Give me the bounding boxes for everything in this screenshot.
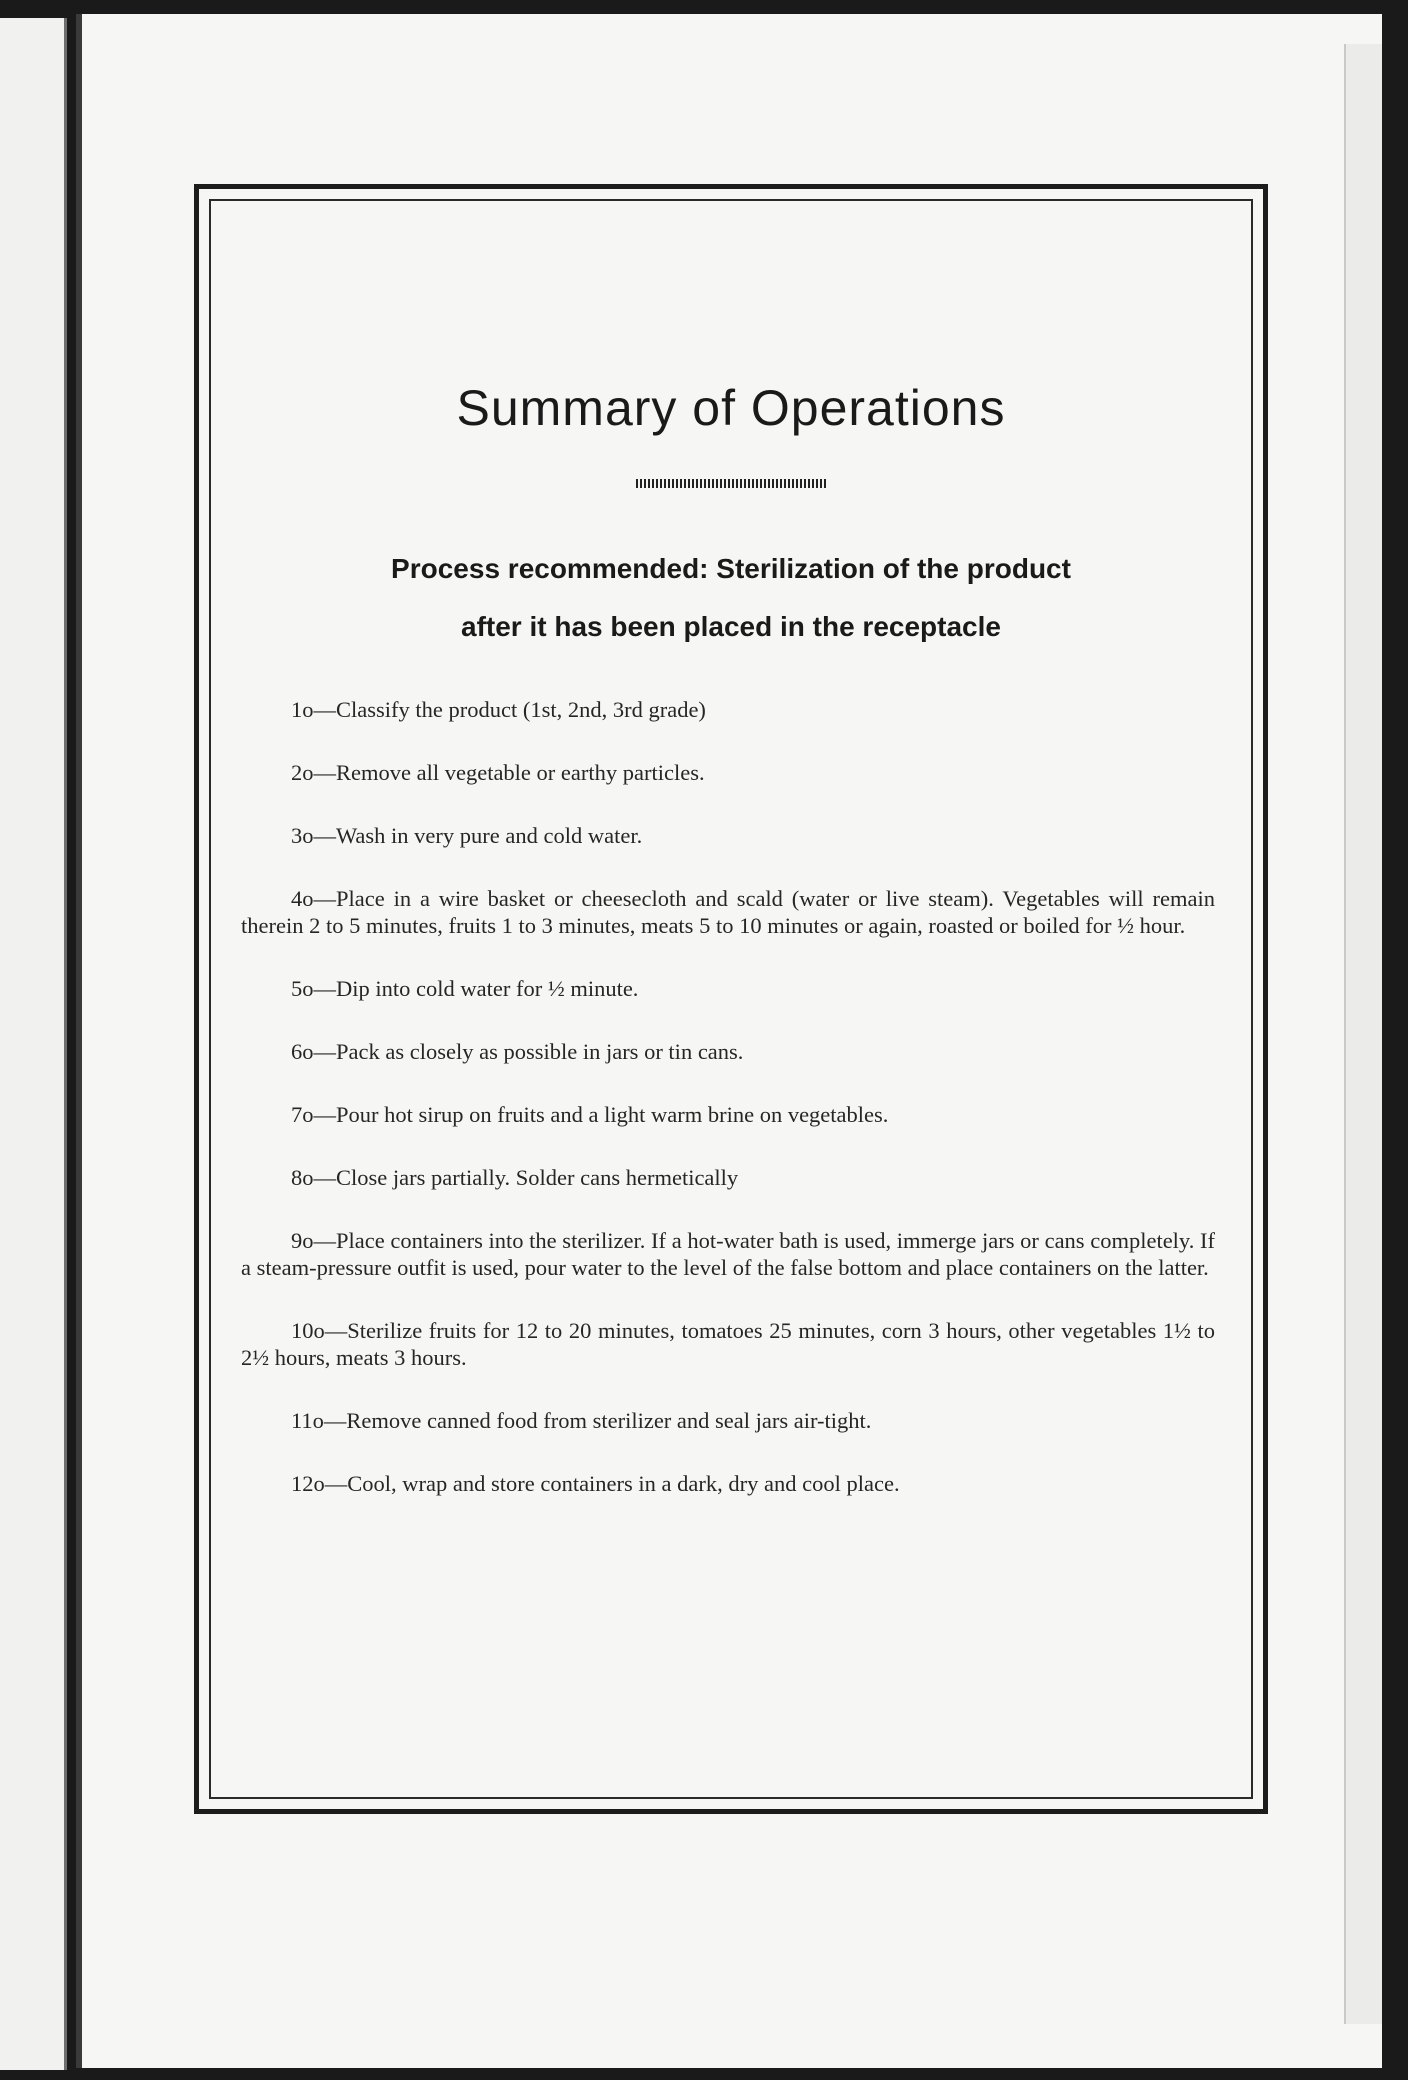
book-page — [76, 14, 1382, 2068]
process-heading-line-2: after it has been placed in the receptacle — [461, 611, 1001, 642]
operation-step: 4o—Place in a wire basket or cheesecloth and scald (water or live steam). Vegetables will remain therein 2 to 5 minutes, fruits 1 to 3 minutes, meats 5 to 10 minutes or again, roasted or boiled for ½ hour. — [241, 886, 1215, 938]
operation-step: 5o—Dip into cold water for ½ minute. — [291, 976, 639, 1001]
left-page-edge — [0, 18, 67, 2070]
operation-step: 11o—Remove canned food from sterilizer and seal jars air-tight. — [291, 1408, 872, 1433]
page-border-frame — [194, 184, 1268, 1814]
ornamental-rule — [636, 479, 826, 488]
operation-step: 7o—Pour hot sirup on fruits and a light warm brine on vegetables. — [291, 1102, 889, 1127]
operation-step: 10o—Sterilize fruits for 12 to 20 minutes, tomatoes 25 minutes, corn 3 hours, other vegetables 1½ to 2½ hours, meats 3 hours. — [241, 1318, 1215, 1370]
process-heading-line-1: Process recommended: Sterilization of the product — [391, 553, 1071, 584]
process-heading — [229, 540, 1233, 656]
operation-step: 8o—Close jars partially. Solder cans hermetically — [291, 1165, 739, 1190]
operation-step: 3o—Wash in very pure and cold water. — [291, 823, 643, 848]
page-title: Summary of Operations — [456, 380, 1006, 436]
page-content — [229, 189, 1233, 1809]
operation-step: 12o—Cool, wrap and store containers in a dark, dry and cool place. — [291, 1471, 900, 1496]
page-stack-edge — [1344, 44, 1382, 2024]
operation-step: 9o—Place containers into the sterilizer. If a hot-water bath is used, immerge jars or cans completely. If a steam-pressure outfit is used, pour water to the level of the false bottom and place containers on the latter. — [241, 1228, 1215, 1280]
operation-step: 2o—Remove all vegetable or earthy particles. — [291, 760, 705, 785]
operation-step: 6o—Pack as closely as possible in jars or tin cans. — [291, 1039, 744, 1064]
operations-list — [229, 696, 1233, 1497]
operation-step: 1o—Classify the product (1st, 2nd, 3rd grade) — [291, 697, 706, 722]
